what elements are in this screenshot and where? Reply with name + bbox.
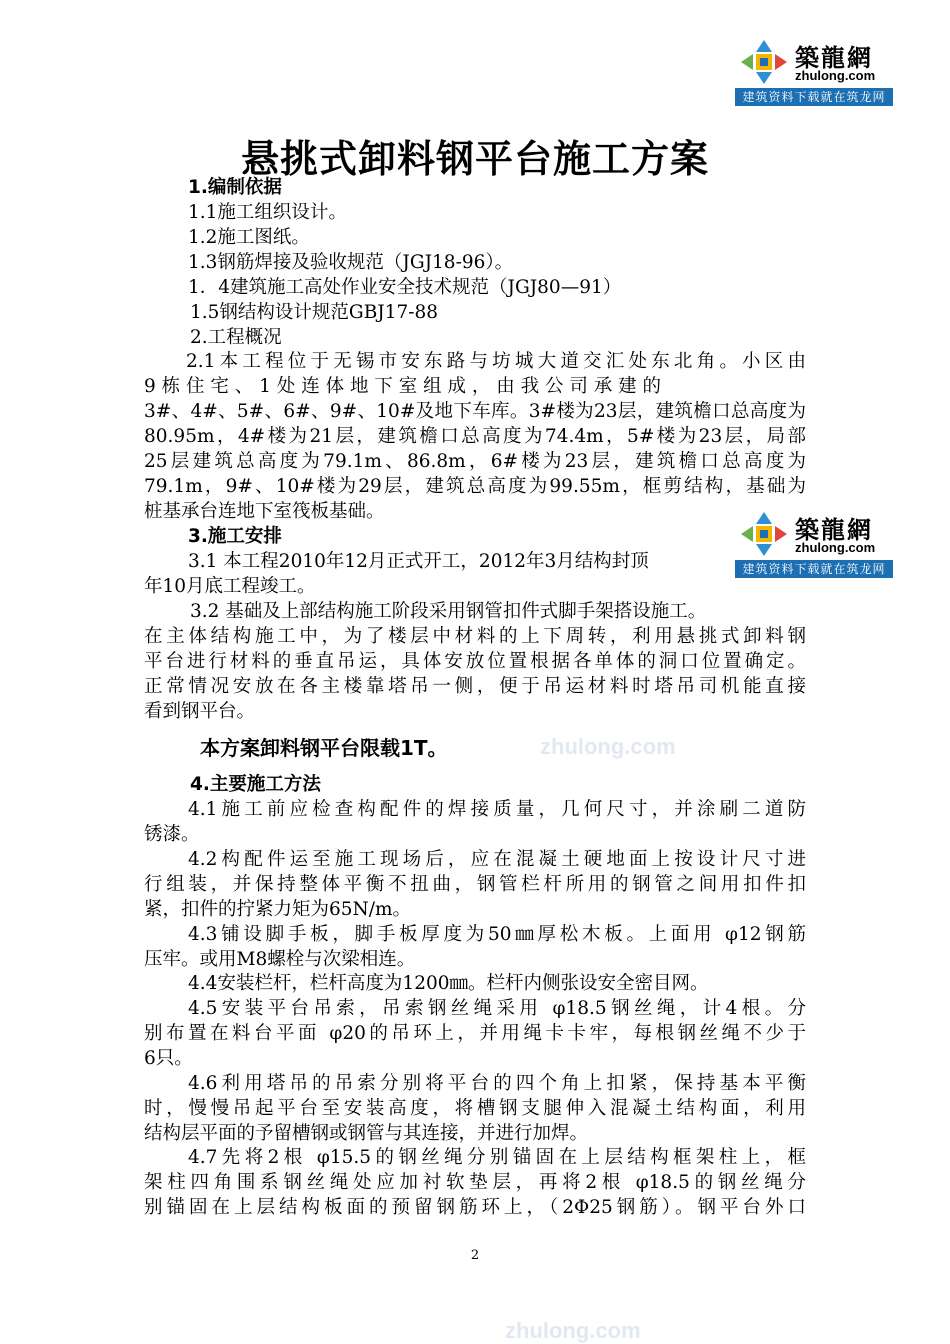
load-limit-note: 本方案卸料钢平台限载1T。	[200, 736, 448, 760]
paragraph-line: 看到钢平台。	[144, 701, 256, 722]
paragraph-line: 压牢。或用M8螺栓与次梁相连。	[144, 949, 416, 970]
watermark-center: zhulong.com	[540, 734, 676, 759]
page-number: 2	[470, 1248, 480, 1263]
paragraph-line: 4.5安装平台吊索，吊索钢丝绳采用 φ18.5钢丝绳，计4根。分	[188, 998, 806, 1019]
paragraph-line: 79.1m，9#、10#楼为29层，建筑总高度为99.55m，框剪结构，基础为	[144, 476, 806, 497]
paragraph-line: 1.5钢结构设计规范GBJ17-88	[190, 302, 439, 323]
logo-name: 築龍網	[795, 516, 873, 544]
paragraph-line: 锈漆。	[144, 824, 200, 845]
page-title: 悬挑式卸料钢平台施工方案	[240, 137, 709, 181]
section-1-heading: 1.编制依据	[188, 177, 282, 198]
paragraph-line: 架柱四角围系钢丝绳处应加衬软垫层，再将2根 φ18.5的钢丝绳分	[144, 1172, 806, 1193]
paragraph-line: 别锚固在上层结构板面的预留钢筋环上，（2Φ25钢筋）。钢平台外口	[144, 1197, 806, 1218]
paragraph-line: 2.1本工程位于无锡市安东路与坊城大道交汇处东北角。小区由	[186, 351, 806, 372]
paragraph-line: 6只。	[144, 1048, 193, 1069]
paragraph-line: 1.1施工组织设计。	[188, 202, 347, 223]
paragraph-line: 紧，扣件的拧紧力矩为65N/m。	[144, 899, 412, 920]
paragraph-line: 80.95m，4#楼为21层，建筑檐口总高度为74.4m，5#楼为23层，局部	[144, 426, 806, 447]
paragraph-line: 1.2施工图纸。	[188, 227, 310, 248]
logo-tagline: 建筑资料下载就在筑龙网	[735, 88, 893, 106]
paragraph-line: 4.4安装栏杆，栏杆高度为1200㎜。栏杆内侧张设安全密目网。	[188, 973, 709, 994]
logo-domain: zhulong.com	[795, 540, 876, 555]
paragraph-line: 4.1施工前应检查构配件的焊接质量，几何尺寸，并涂刷二道防	[188, 799, 806, 820]
paragraph-line: 时，慢慢吊起平台至安装高度，将槽钢支腿伸入混凝土结构面，利用	[144, 1098, 806, 1119]
zhulong-logo-icon	[737, 510, 791, 558]
section-4-heading: 4.主要施工方法	[190, 774, 321, 795]
paragraph-line: 别布置在料台平面 φ20的吊环上，并用绳卡卡牢，每根钢丝绳不少于	[144, 1023, 806, 1044]
section-2-heading: 2.工程概况	[190, 327, 282, 348]
paragraph-line: 9 栋 住 宅 、 1 处 连 体 地 下 室 组 成 ， 由 我 公 司 承 建 的	[144, 376, 662, 397]
paragraph-line: 1．4建筑施工高处作业安全技术规范（JGJ80—91）	[188, 277, 622, 298]
zhulong-logo-middle	[735, 506, 893, 578]
zhulong-logo-icon	[737, 38, 791, 86]
paragraph-line: 桩基承台连地下室筏板基础。	[144, 501, 385, 522]
paragraph-line: 4.3铺设脚手板，脚手板厚度为50㎜厚松木板。上面用 φ12钢筋	[188, 924, 806, 945]
paragraph-line: 3#、4#、5#、6#、9#、10#及地下车库。3#楼为23层，建筑檐口总高度为	[144, 401, 806, 422]
paragraph-line: 正常情况安放在各主楼靠塔吊一侧，便于吊运材料时塔吊司机能直接	[144, 676, 806, 697]
logo-name: 築龍網	[795, 44, 873, 72]
paragraph-line: 在主体结构施工中，为了楼层中材料的上下周转，利用悬挑式卸料钢	[144, 626, 806, 647]
paragraph-line: 结构层平面的予留槽钢或钢管与其连接，并进行加焊。	[144, 1123, 589, 1144]
paragraph-line: 1.3钢筋焊接及验收规范（JGJ18-96）。	[188, 252, 514, 273]
paragraph-line: 平台进行材料的垂直吊运，具体安放位置根据各单体的洞口位置确定。	[144, 651, 806, 672]
paragraph-line: 4.2构配件运至施工现场后，应在混凝土硬地面上按设计尺寸进	[188, 849, 806, 870]
section-3-heading: 3.施工安排	[188, 526, 282, 547]
paragraph-line: 3.2 基础及上部结构施工阶段采用钢管扣件式脚手架搭设施工。	[190, 601, 707, 622]
paragraph-line: 3.1 本工程2010年12月正式开工，2012年3月结构封顶	[188, 551, 649, 572]
paragraph-line: 25层建筑总高度为79.1m、86.8m，6#楼为23层，建筑檐口总高度为	[144, 451, 806, 472]
logo-tagline: 建筑资料下载就在筑龙网	[735, 560, 893, 578]
paragraph-line: 年10月底工程竣工。	[144, 576, 316, 597]
zhulong-logo-top	[735, 34, 893, 106]
paragraph-line: 4.7先将2根 φ15.5的钢丝绳分别锚固在上层结构框架柱上，框	[188, 1147, 806, 1168]
logo-domain: zhulong.com	[795, 68, 876, 83]
paragraph-line: 4.6利用塔吊的吊索分别将平台的四个角上扣紧，保持基本平衡	[188, 1073, 806, 1094]
watermark-bottom: zhulong.com	[505, 1318, 641, 1343]
paragraph-line: 行组装，并保持整体平衡不扭曲，钢管栏杆所用的钢管之间用扣件扣	[144, 874, 806, 895]
